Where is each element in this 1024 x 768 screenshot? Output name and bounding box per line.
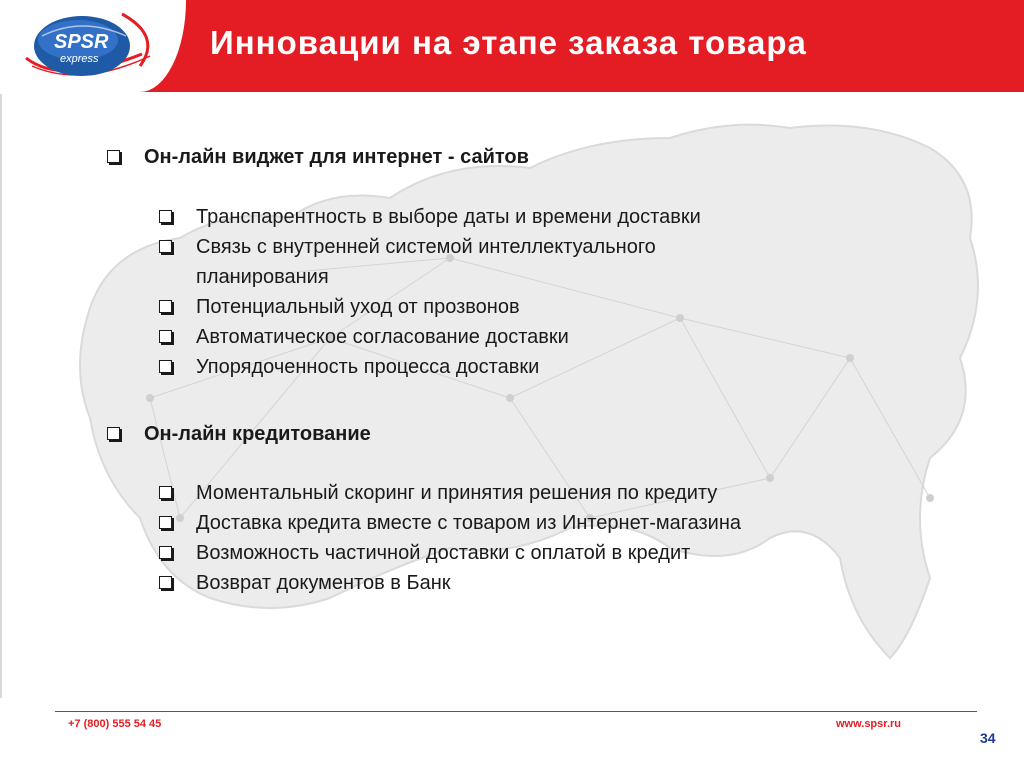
slide-title: Инновации на этапе заказа товара	[210, 24, 807, 61]
list-item: Моментальный скоринг и принятия решения по кредиту	[196, 482, 718, 504]
list-item: Связь с внутренней системой интеллектуального	[196, 236, 656, 258]
checkbox-bullet-icon	[107, 150, 120, 163]
page-number: 34	[980, 730, 996, 746]
list-item: Возврат документов в Банк	[196, 572, 451, 594]
footer-website-link[interactable]: www.spsr.ru	[836, 718, 902, 730]
list-item: Потенциальный уход от прозвонов	[196, 296, 520, 318]
logo-text-top: SPSR	[54, 31, 109, 53]
logo-text-bottom: express	[60, 53, 99, 65]
checkbox-bullet-icon	[159, 240, 172, 253]
list-item: Доставка кредита вместе с товаром из Интернет-магазина	[196, 512, 741, 534]
section-heading-credit: Он-лайн кредитование	[144, 423, 371, 445]
checkbox-bullet-icon	[159, 576, 172, 589]
checkbox-bullet-icon	[107, 427, 120, 440]
list-item-continuation: планирования	[196, 266, 329, 288]
list-item: Транспарентность в выборе даты и времени доставки	[196, 206, 701, 228]
checkbox-bullet-icon	[159, 210, 172, 223]
checkbox-bullet-icon	[159, 516, 172, 529]
checkbox-bullet-icon	[159, 360, 172, 373]
footer-divider	[55, 711, 977, 712]
checkbox-bullet-icon	[159, 300, 172, 313]
checkbox-bullet-icon	[159, 546, 172, 559]
list-item: Возможность частичной доставки с оплатой в кредит	[196, 542, 691, 564]
section-heading-widget: Он-лайн виджет для интернет - сайтов	[144, 146, 529, 168]
list-item: Автоматическое согласование доставки	[196, 326, 569, 348]
footer-phone: +7 (800) 555 54 45	[68, 718, 162, 730]
checkbox-bullet-icon	[159, 486, 172, 499]
checkbox-bullet-icon	[159, 330, 172, 343]
list-item: Упорядоченность процесса доставки	[196, 356, 540, 378]
